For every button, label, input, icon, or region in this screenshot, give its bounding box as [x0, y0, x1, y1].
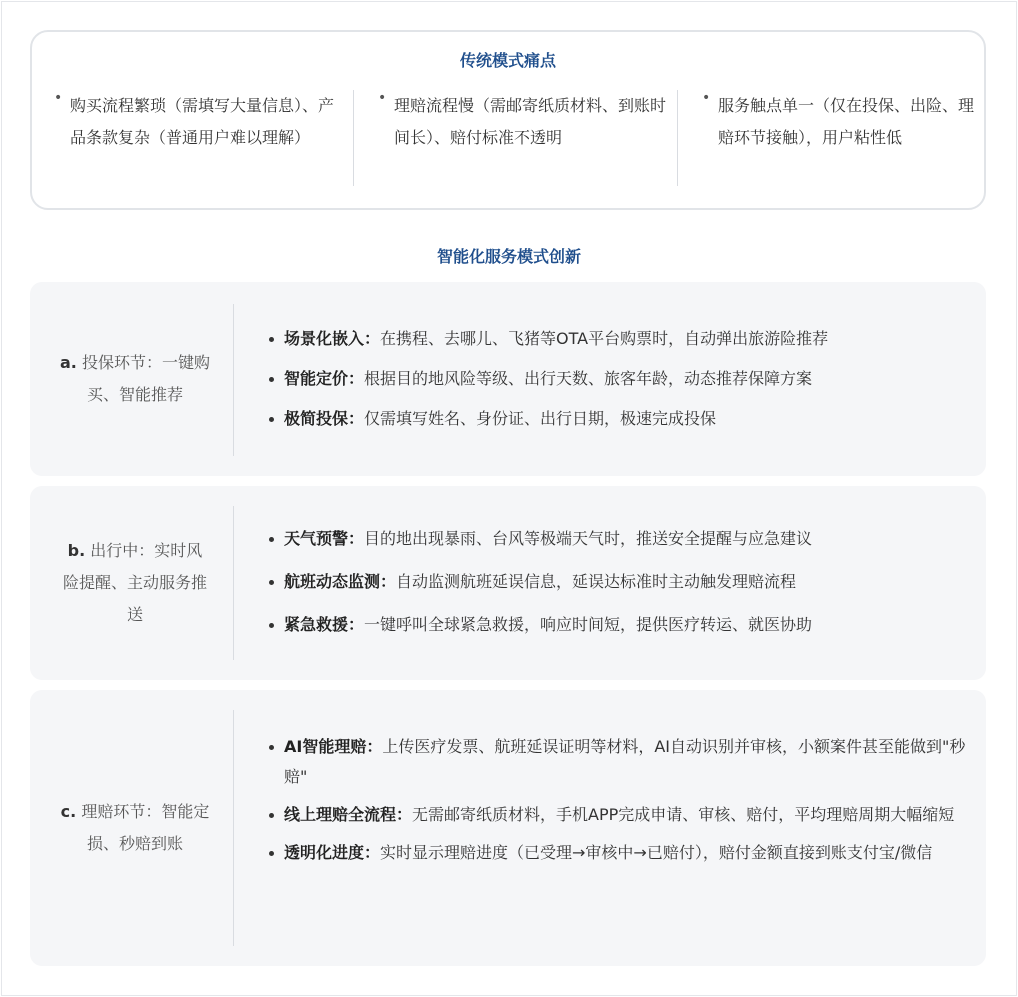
item-text: 在携程、去哪儿、飞猪等OTA平台购票时，自动弹出旅游险推荐 — [380, 329, 829, 348]
stage-card-purchase — [30, 282, 986, 476]
pain-point-item — [378, 90, 668, 190]
item-key: AI智能理赔： — [284, 737, 383, 756]
bullet-icon: • — [702, 90, 711, 106]
pain-point-item — [702, 90, 984, 190]
stage-label-text: 出行中：实时风险提醒、主动服务推送 — [62, 541, 207, 624]
pain-divider — [353, 90, 354, 186]
stage-label — [40, 282, 230, 476]
item-text: 仅需填写姓名、身份证、出行日期，极速完成投保 — [364, 409, 717, 428]
bullet-icon: • — [54, 90, 63, 106]
stage-card-travel — [30, 486, 986, 680]
stage-tag: a. — [60, 353, 77, 372]
item-text: 一键呼叫全球紧急救援，响应时间短，提供医疗转运、就医协助 — [364, 615, 813, 634]
pain-points-title: 传统模式痛点 — [459, 51, 556, 70]
item-text: 自动监测航班延误信息，延误达标准时主动触发理赔流程 — [396, 572, 797, 591]
pain-points-card — [30, 30, 986, 210]
list-item — [268, 404, 986, 434]
item-text: 目的地出现暴雨、台风等极端天气时，推送安全提醒与应急建议 — [364, 529, 813, 548]
pain-point-text: 购买流程繁琐（需填写大量信息）、产品条款复杂（普通用户难以理解） — [70, 96, 335, 147]
list-item — [268, 800, 974, 830]
stage-item-list — [268, 324, 986, 434]
item-text: 无需邮寄纸质材料，手机APP完成申请、审核、赔付，平均理赔周期大幅缩短 — [412, 805, 955, 824]
pain-divider — [677, 90, 678, 186]
item-key: 天气预警： — [284, 529, 365, 548]
list-item — [268, 838, 974, 868]
stage-item-list — [268, 524, 986, 640]
stage-label — [40, 486, 230, 680]
item-key: 场景化嵌入： — [284, 329, 381, 348]
list-item — [268, 524, 986, 554]
list-item — [268, 364, 986, 394]
list-item — [268, 567, 986, 597]
item-text: 实时显示理赔进度（已受理→审核中→已赔付），赔付金额直接到账支付宝/微信 — [380, 843, 933, 862]
list-item — [268, 732, 974, 792]
item-key: 航班动态监测： — [284, 572, 397, 591]
item-key: 紧急救援： — [284, 615, 365, 634]
item-key: 极简投保： — [284, 409, 365, 428]
stage-item-list — [268, 732, 974, 868]
list-item — [268, 324, 986, 354]
item-text: 根据目的地风险等级、出行天数、旅客年龄，动态推荐保障方案 — [364, 369, 813, 388]
pain-point-item — [54, 90, 344, 190]
item-text: 上传医疗发票、航班延误证明等材料，AI自动识别并审核，小额案件甚至能做到"秒赔" — [284, 737, 966, 786]
bullet-icon: • — [378, 90, 387, 106]
item-key: 线上理赔全流程： — [284, 805, 413, 824]
stage-divider — [233, 506, 234, 660]
pain-point-text: 服务触点单一（仅在投保、出险、理赔环节接触），用户粘性低 — [718, 96, 975, 147]
stage-tag: b. — [67, 541, 86, 560]
item-key: 透明化进度： — [284, 843, 381, 862]
stage-label-text: 投保环节：一键购买、智能推荐 — [81, 353, 210, 404]
stage-tag: c. — [60, 802, 77, 821]
innovation-title: 智能化服务模式创新 — [436, 247, 581, 266]
pain-point-text: 理赔流程慢（需邮寄纸质材料、到账时间长）、赔付标准不透明 — [394, 96, 667, 147]
stage-card-claims — [30, 690, 986, 966]
list-item — [268, 610, 986, 640]
item-key: 智能定价： — [284, 369, 365, 388]
stage-label — [40, 690, 230, 966]
stage-divider — [233, 710, 234, 946]
stage-label-text: 理赔环节：智能定损、秒赔到账 — [81, 802, 210, 853]
stage-divider — [233, 304, 234, 456]
